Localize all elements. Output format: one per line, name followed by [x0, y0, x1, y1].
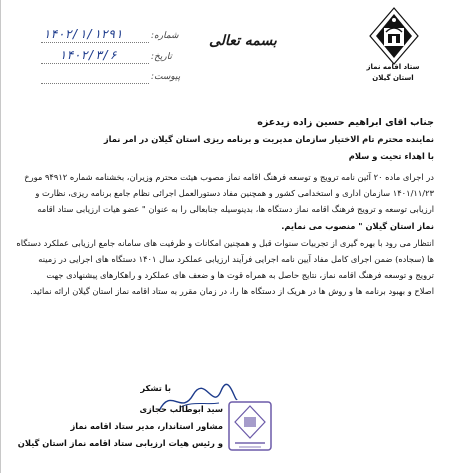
number-rule: [41, 42, 149, 43]
recipient-title: نماینده محترم تام الاختیار سازمان مدیریت و برنامه ریزی استان گیلان در امر نماز: [103, 134, 434, 144]
official-stamp: [227, 400, 273, 452]
signer-position-2: و رئیس هیات ارزیابی ستاد اقامه نماز استان گیلان: [17, 438, 223, 448]
recipient-name: جناب آقای ابراهیم حسین زاده زیدعزه: [257, 117, 434, 128]
signer-position: مشاور استاندار، مدیر ستاد اقامه نماز: [70, 421, 223, 431]
body-line: ترویج و توسعه فرهنگ اقامه نماز، نتایج حاصل به همراه قوت ها و ضعف های عملکرد و راهکارهای پیشنهادی جهت: [46, 270, 434, 280]
number-label: شماره:: [151, 31, 179, 41]
date-label: تاریخ:: [151, 52, 172, 62]
prayer-hq-logo: [366, 6, 422, 68]
number-value: ۱۴۰۲/۱/۱۲۹۱: [43, 27, 123, 41]
body-line: نماز استان گیلان " منصوب می نمایم.: [281, 221, 434, 231]
body-line: انتظار می رود با بهره گیری از تجربیات سنوات قبل و همچنین امکانات و ظرفیت های سامانه جامع ارزیابی عملکرد دستگاه: [16, 238, 434, 248]
body-line: ارزیابی توسعه و ترویج فرهنگ اقامه نماز دستگاه ها، بدینوسیله جنابعالی را به عنوان " عضو هیات ارزیابی ستاد اقامه: [37, 204, 434, 214]
date-rule: [41, 63, 149, 64]
bismillah-heading: بسمه تعالی: [209, 33, 277, 49]
attachment-label: پیوست:: [151, 72, 181, 82]
body-line: اصلاح و بهبود برنامه ها و روش ها در هریک از دستگاه ها را، در زمان مقرر به ستاد اقامه نماز استان گیلان ارائه نمائید.: [30, 286, 434, 296]
body-line: ۱۴۰۱/۱۱/۲۳ سازمان اداری و استخدامی کشور و همچنین مفاد دستورالعمل اجرائی نظام جامع برنامه ریزی، نظارت و: [35, 188, 434, 198]
attachment-rule: [41, 83, 149, 84]
body-line: ها (سجاده) ضمن اجرای کامل مفاد آیین نامه اجرایی فرآیند ارزیابی عملکرد سال ۱۴۰۱ دستگاه های اجرایی در زمینه: [38, 254, 434, 264]
date-value: ۱۴۰۲/۳/۶: [59, 48, 117, 62]
greeting: با اهداء تحیت و سلام: [348, 151, 434, 161]
logo-caption-bottom: استان گیلان: [372, 74, 414, 82]
signer-name: سید ابوطالب حجازی: [139, 404, 223, 414]
thanks-text: با تشکر: [140, 383, 171, 393]
body-line: در اجرای ماده ۲۰ آئین نامه ترویج و توسعه فرهنگ اقامه نماز مصوب هیئت محترم وزیران، بخشنامه شماره ۹۴۹۱۲ مورخ: [24, 172, 434, 182]
logo-caption-top: ستاد اقامه نماز: [366, 63, 420, 71]
